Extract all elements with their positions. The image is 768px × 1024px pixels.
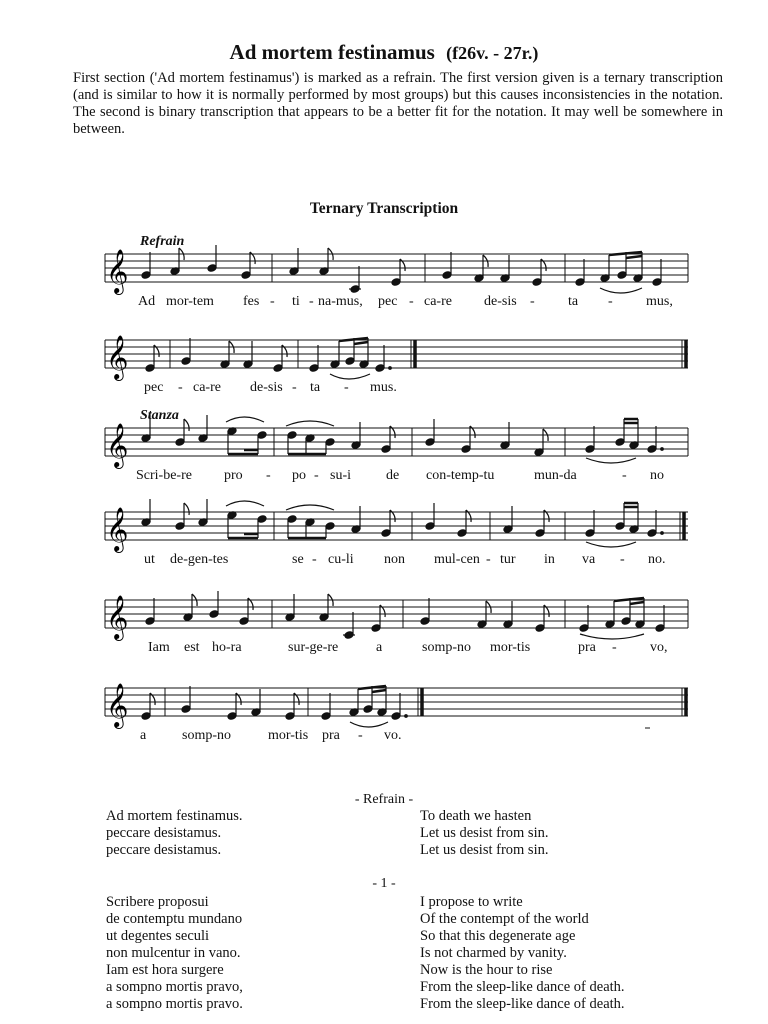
lyric-syllable: Ad bbox=[138, 294, 156, 309]
lyric-syllable: Scri-be-re bbox=[136, 468, 192, 483]
page-title bbox=[0, 40, 768, 65]
refrain-header: - Refrain - bbox=[354, 792, 414, 807]
treble-clef-icon: 𝄞 bbox=[106, 335, 129, 379]
intro-paragraph: First section ('Ad mortem festinamus') is marked as a refrain. The first version given is a ternary transcription (and is similar to how it is normally performed by most groups) but this causes inconsistencies in the notation. The second is binary transcription that appears to be a better fit for the notation. It may well be somewhere in between. bbox=[73, 70, 723, 137]
treble-clef-icon: 𝄞 bbox=[106, 683, 129, 727]
treble-clef-icon: 𝄞 bbox=[106, 423, 129, 467]
lyric-syllable: mor-tis bbox=[268, 728, 309, 743]
lyric-syllable: mus. bbox=[370, 380, 397, 395]
lyric-syllable: - bbox=[486, 552, 491, 567]
verse-line: I propose to write bbox=[420, 894, 523, 910]
treble-clef-icon: 𝄞 bbox=[106, 595, 129, 639]
system-label-refrain: Refrain bbox=[140, 234, 185, 249]
lyric-syllable: fes bbox=[243, 294, 260, 309]
verse-line: Ad mortem festinamus. bbox=[106, 808, 243, 824]
treble-clef-icon: 𝄞 bbox=[106, 507, 129, 551]
verse-line: Scribere proposui bbox=[106, 894, 209, 910]
lyric-syllable: po bbox=[292, 468, 306, 483]
verse-line: non mulcentur in vano. bbox=[106, 945, 241, 961]
lyric-syllable: pro bbox=[224, 468, 243, 483]
lyric-syllable: ta bbox=[310, 380, 321, 395]
verse-line: To death we hasten bbox=[420, 808, 532, 824]
lyric-syllable: - bbox=[309, 294, 314, 309]
verse-line: From the sleep-like dance of death. bbox=[420, 979, 625, 995]
lyric-syllable: - bbox=[608, 294, 613, 309]
refrain-english-text bbox=[420, 808, 548, 859]
verse-line: de contemptu mundano bbox=[106, 911, 243, 927]
lyric-syllable: ti bbox=[292, 294, 300, 309]
lyric-syllable: cu-li bbox=[328, 552, 354, 567]
verse-line: Let us desist from sin. bbox=[420, 825, 549, 841]
lyric-syllable: se bbox=[292, 552, 304, 567]
lyric-syllable: pec bbox=[378, 294, 398, 309]
lyric-syllable: - bbox=[270, 294, 275, 309]
lyric-syllable: na-mus, bbox=[318, 294, 363, 309]
verse-line: peccare desistamus. bbox=[106, 842, 222, 858]
section-heading: Ternary Transcription bbox=[309, 200, 459, 217]
verse-line: a sompno mortis pravo, bbox=[106, 979, 243, 995]
verse-latin-text bbox=[106, 894, 243, 1013]
verse-line: Let us desist from sin. bbox=[420, 842, 549, 858]
lyric-syllable: - bbox=[344, 380, 349, 395]
lyric-syllable: - bbox=[358, 728, 363, 743]
lyric-syllable: mor-tis bbox=[490, 640, 531, 655]
lyric-syllable: ho-ra bbox=[212, 640, 242, 655]
verse-english-text bbox=[420, 894, 625, 1013]
lyric-syllable: mor-tem bbox=[166, 294, 214, 309]
verse-line: ut degentes seculi bbox=[106, 928, 210, 944]
lyric-syllable: in bbox=[544, 552, 555, 567]
lyric-syllable: pra bbox=[322, 728, 340, 743]
lyric-syllable: - bbox=[622, 468, 627, 483]
lyric-syllable: sur-ge-re bbox=[288, 640, 339, 655]
staff-6 bbox=[0, 666, 768, 776]
verse-line: peccare desistamus. bbox=[106, 825, 222, 841]
verse-line: From the sleep-like dance of death. bbox=[420, 996, 625, 1012]
lyric-syllable: a bbox=[140, 728, 147, 743]
music-system-6 bbox=[0, 666, 768, 776]
lyric-syllable: pra bbox=[578, 640, 596, 655]
lyric-syllable: mun-da bbox=[534, 468, 577, 483]
lyric-syllable: va bbox=[582, 552, 596, 567]
lyric-syllable: de bbox=[386, 468, 400, 483]
verse-line: Now is the hour to rise bbox=[420, 962, 553, 978]
lyric-syllable: somp-no bbox=[422, 640, 471, 655]
lyric-syllable: - bbox=[612, 640, 617, 655]
refrain-latin-text bbox=[106, 808, 243, 859]
lyric-syllable: est bbox=[184, 640, 200, 655]
lyric-syllable: Iam bbox=[148, 640, 170, 655]
lyric-syllable: - bbox=[178, 380, 183, 395]
lyric-syllable: mus, bbox=[646, 294, 673, 309]
verse-number-header: - 1 - bbox=[372, 876, 396, 891]
lyric-syllable: - bbox=[620, 552, 625, 567]
treble-clef-icon: 𝄞 bbox=[106, 249, 129, 293]
lyric-syllable: con-temp-tu bbox=[426, 468, 495, 483]
lyric-syllable: pec bbox=[144, 380, 164, 395]
lyric-syllable: somp-no bbox=[182, 728, 231, 743]
verse-line: Is not charmed by vanity. bbox=[420, 945, 567, 961]
verse-line: a sompno mortis pravo. bbox=[106, 996, 243, 1012]
lyric-syllable: de-sis bbox=[484, 294, 517, 309]
lyric-syllable: a bbox=[376, 640, 383, 655]
lyric-syllable: - bbox=[266, 468, 271, 483]
lyric-syllable: no bbox=[650, 468, 664, 483]
lyric-syllable: vo, bbox=[650, 640, 668, 655]
lyric-syllable: de-sis bbox=[250, 380, 283, 395]
lyric-syllable: - bbox=[530, 294, 535, 309]
lyric-syllable: no. bbox=[648, 552, 666, 567]
lyric-syllable: mul-cen bbox=[434, 552, 480, 567]
lyric-syllable: - bbox=[292, 380, 297, 395]
verse-line: So that this degenerate age bbox=[420, 928, 576, 944]
title-text: Ad mortem festinamus bbox=[229, 40, 435, 64]
lyric-syllable: ca-re bbox=[193, 380, 221, 395]
verse-line: Of the contempt of the world bbox=[420, 911, 589, 927]
verse-line: Iam est hora surgere bbox=[106, 962, 224, 978]
lyric-syllable: su-i bbox=[330, 468, 351, 483]
lyric-syllable: ta bbox=[568, 294, 579, 309]
lyric-syllable: vo. bbox=[384, 728, 402, 743]
lyric-syllable: tur bbox=[500, 552, 516, 567]
lyric-syllable: - bbox=[314, 468, 319, 483]
title-folio-ref: (f26v. - 27r.) bbox=[446, 43, 539, 63]
system-label-stanza: Stanza bbox=[140, 408, 179, 423]
lyric-syllable: de-gen-tes bbox=[170, 552, 229, 567]
lyric-syllable: ut bbox=[144, 552, 155, 567]
lyric-syllable: non bbox=[384, 552, 405, 567]
lyric-syllable: - bbox=[312, 552, 317, 567]
lyric-syllable: ca-re bbox=[424, 294, 452, 309]
lyric-syllable: - bbox=[409, 294, 414, 309]
